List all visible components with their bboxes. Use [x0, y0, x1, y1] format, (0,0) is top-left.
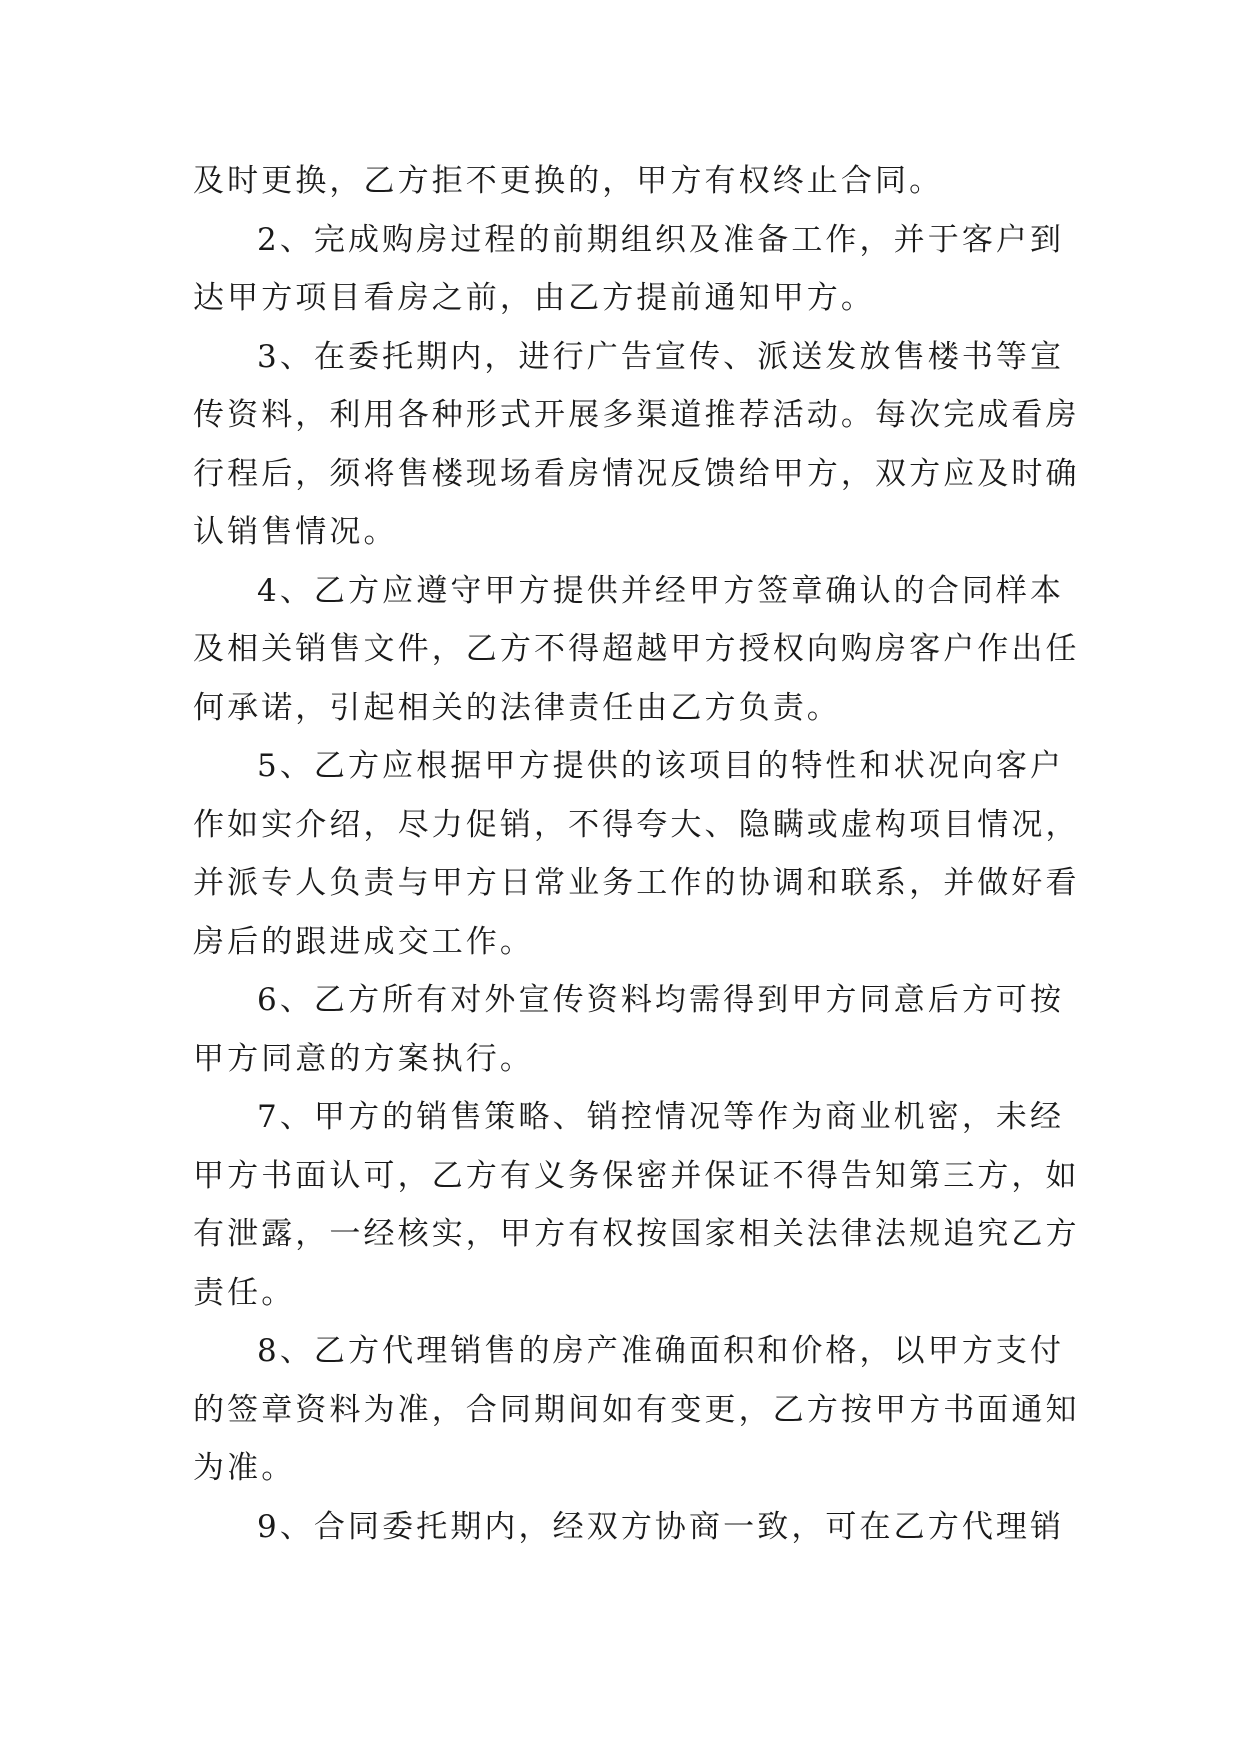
- paragraph-first-line: 3、在委托期内，进行广告宣传、派送发放售楼书等宣: [257, 338, 1065, 375]
- paragraph-first-line: 9、合同委托期内，经双方协商一致，可在乙方代理销: [257, 1508, 1065, 1545]
- paragraph-first-line: 2、完成购房过程的前期组织及准备工作，并于客户到: [257, 221, 1065, 258]
- paragraph-line: 的签章资料为准，合同期间如有变更，乙方按甲方书面通知: [193, 1391, 1080, 1428]
- paragraph-first-line: 8、乙方代理销售的房产准确面积和价格，以甲方支付: [257, 1333, 1065, 1369]
- paragraph-line: 作如实介绍，尽力促销，不得夸大、隐瞒或虚构项目情况，: [193, 806, 1080, 843]
- paragraph-line: 达甲方项目看房之前，由乙方提前通知甲方。: [193, 280, 875, 316]
- paragraph-line: 及时更换，乙方拒不更换的，甲方有权终止合同。: [193, 163, 944, 199]
- paragraph-line: 为准。: [193, 1450, 296, 1486]
- paragraph-line: 行程后，须将售楼现场看房情况反馈给甲方，双方应及时确: [193, 455, 1080, 492]
- paragraph-line: 认销售情况。: [193, 514, 398, 550]
- paragraph-line: 有泄露，一经核实，甲方有权按国家相关法律法规追究乙方: [193, 1216, 1080, 1252]
- paragraph-line: 何承诺，引起相关的法律责任由乙方负责。: [193, 689, 841, 726]
- paragraph-line: 房后的跟进成交工作。: [193, 923, 534, 960]
- paragraph-line: 传资料，利用各种形式开展多渠道推荐活动。每次完成看房: [193, 397, 1080, 433]
- paragraph-line: 甲方书面认可，乙方有义务保密并保证不得告知第三方，如: [193, 1157, 1080, 1194]
- paragraph-line: 甲方同意的方案执行。: [193, 1040, 534, 1077]
- paragraph-line: 责任。: [193, 1274, 296, 1311]
- paragraph-first-line: 7、甲方的销售策略、销控情况等作为商业机密，未经: [257, 1099, 1065, 1135]
- paragraph-first-line: 4、乙方应遵守甲方提供并经甲方签章确认的合同样本: [257, 572, 1065, 609]
- paragraph-line: 并派专人负责与甲方日常业务工作的协调和联系，并做好看: [193, 865, 1080, 901]
- paragraph-first-line: 5、乙方应根据甲方提供的该项目的特性和状况向客户: [257, 748, 1065, 784]
- paragraph-line: 及相关销售文件，乙方不得超越甲方授权向购房客户作出任: [193, 631, 1080, 667]
- paragraph-first-line: 6、乙方所有对外宣传资料均需得到甲方同意后方可按: [257, 982, 1065, 1018]
- document-body: [193, 152, 1080, 1556]
